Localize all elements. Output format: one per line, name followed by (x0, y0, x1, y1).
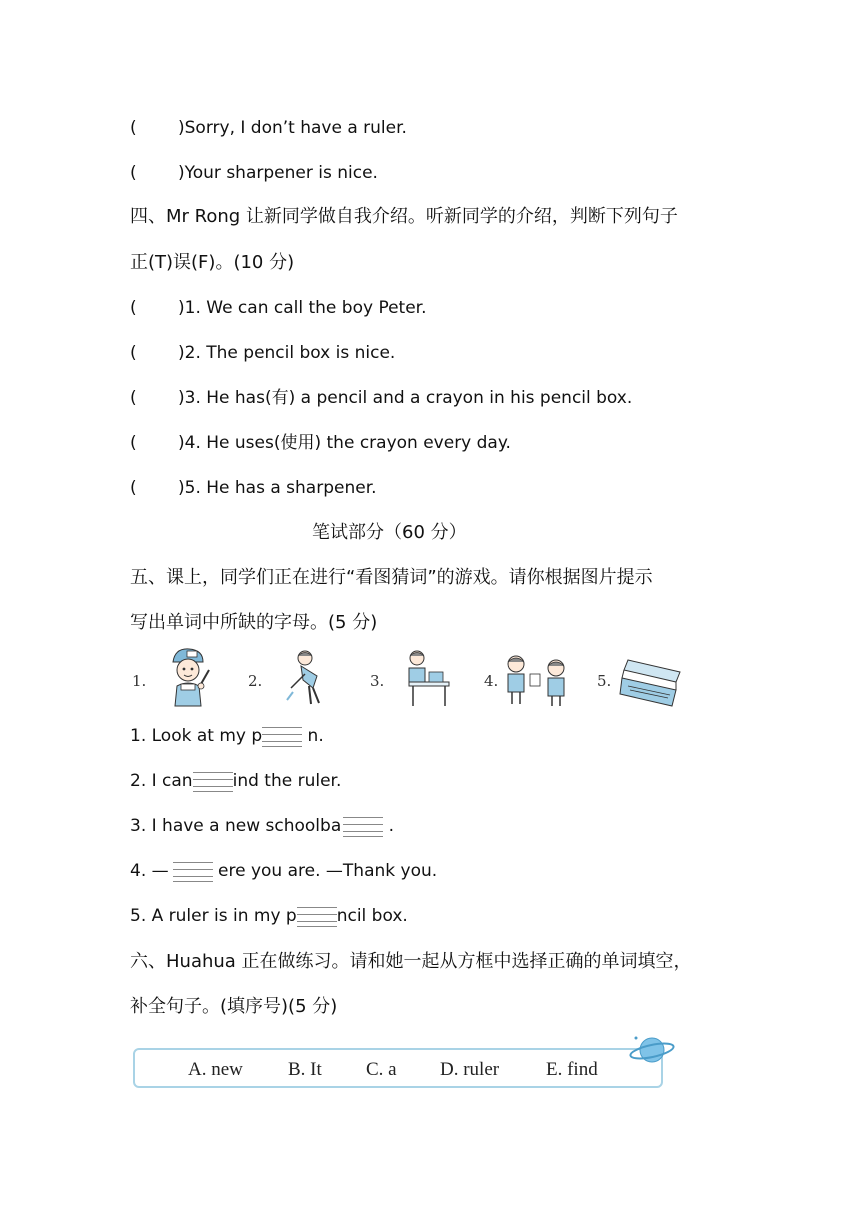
question-text: n. (302, 726, 324, 746)
pic-number: 3. (370, 672, 385, 690)
pic-number: 5. (597, 672, 612, 690)
letter-blank[interactable] (343, 815, 383, 837)
section-4-heading: 四、Mr Rong 让新同学做自我介绍。听新同学的介绍，判断下列句子 (130, 206, 678, 227)
sentence-text: )3. He has(有) a pencil and a crayon in his pencil box. (178, 388, 633, 408)
pic-number: 1. (132, 672, 147, 690)
answer-paren[interactable]: ( (130, 118, 137, 138)
section-5-heading: 五、课上，同学们正在进行“看图猜词”的游戏。请你根据图片提示 (130, 567, 653, 588)
tf-item-4 (130, 431, 511, 455)
answer-line-2 (130, 161, 378, 185)
section-5-heading-cont: 写出单词中所缺的字母。(5 分) (130, 612, 378, 633)
pic-number: 4. (484, 672, 499, 690)
tf-item-2 (130, 341, 395, 365)
letter-blank[interactable] (173, 860, 213, 882)
sentence-text: )1. We can call the boy Peter. (178, 298, 427, 318)
blank-question-2 (130, 769, 341, 793)
answer-line-1 (130, 116, 407, 140)
option-e[interactable]: E. find (546, 1059, 598, 1080)
boy-with-pen-icon (163, 644, 213, 710)
option-c[interactable]: C. a (366, 1059, 397, 1080)
sentence-text: )Sorry, I don’t have a ruler. (178, 118, 407, 138)
tf-item-5 (130, 476, 377, 500)
pic-number: 2. (248, 672, 263, 690)
section-4-heading-cont: 正(T)误(F)。(10 分) (130, 252, 295, 273)
letter-blank[interactable] (262, 725, 302, 747)
option-d[interactable]: D. ruler (440, 1059, 500, 1080)
answer-paren[interactable]: ( (130, 478, 137, 498)
question-text: . (383, 816, 395, 836)
option-a[interactable]: A. new (188, 1059, 243, 1080)
written-part-title: 笔试部分（60 分） (312, 522, 467, 543)
section-6-heading: 六、Huahua 正在做练习。请和她一起从方框中选择正确的单词填空， (130, 951, 692, 972)
question-text: ncil box. (336, 906, 408, 926)
pencil-box-icon (618, 652, 686, 708)
letter-blank[interactable] (193, 770, 233, 792)
blank-question-1 (130, 724, 324, 748)
sentence-text: )4. He uses(使用) the crayon every day. (178, 433, 511, 453)
question-text: 5. A ruler is in my p (130, 906, 297, 926)
sentence-text: )2. The pencil box is nice. (178, 343, 396, 363)
blank-question-4 (130, 859, 437, 883)
option-b[interactable]: B. It (288, 1059, 322, 1080)
question-text: 3. I have a new schoolba (130, 816, 342, 836)
answer-paren[interactable]: ( (130, 433, 137, 453)
blank-question-5 (130, 904, 408, 928)
boy-at-desk-icon (403, 646, 451, 708)
question-text: 4. — (130, 861, 169, 881)
question-text: ere you are. —Thank you. (212, 861, 438, 881)
question-text: 1. Look at my p (130, 726, 263, 746)
tf-item-1 (130, 296, 427, 320)
section-6-heading-cont: 补全句子。(填序号)(5 分) (130, 996, 338, 1017)
answer-paren[interactable]: ( (130, 163, 137, 183)
planet-icon (628, 1032, 676, 1068)
blank-question-3 (130, 814, 394, 838)
answer-paren[interactable]: ( (130, 298, 137, 318)
question-text: ind the ruler. (232, 771, 342, 791)
sentence-text: )5. He has a sharpener. (178, 478, 377, 498)
two-kids-exchanging-icon (502, 652, 570, 708)
boy-looking-down-icon (283, 648, 333, 708)
question-text: 2. I can (130, 771, 193, 791)
letter-blank[interactable] (297, 905, 337, 927)
sentence-text: )Your sharpener is nice. (178, 163, 378, 183)
tf-item-3 (130, 386, 632, 410)
answer-paren[interactable]: ( (130, 388, 137, 408)
answer-paren[interactable]: ( (130, 343, 137, 363)
